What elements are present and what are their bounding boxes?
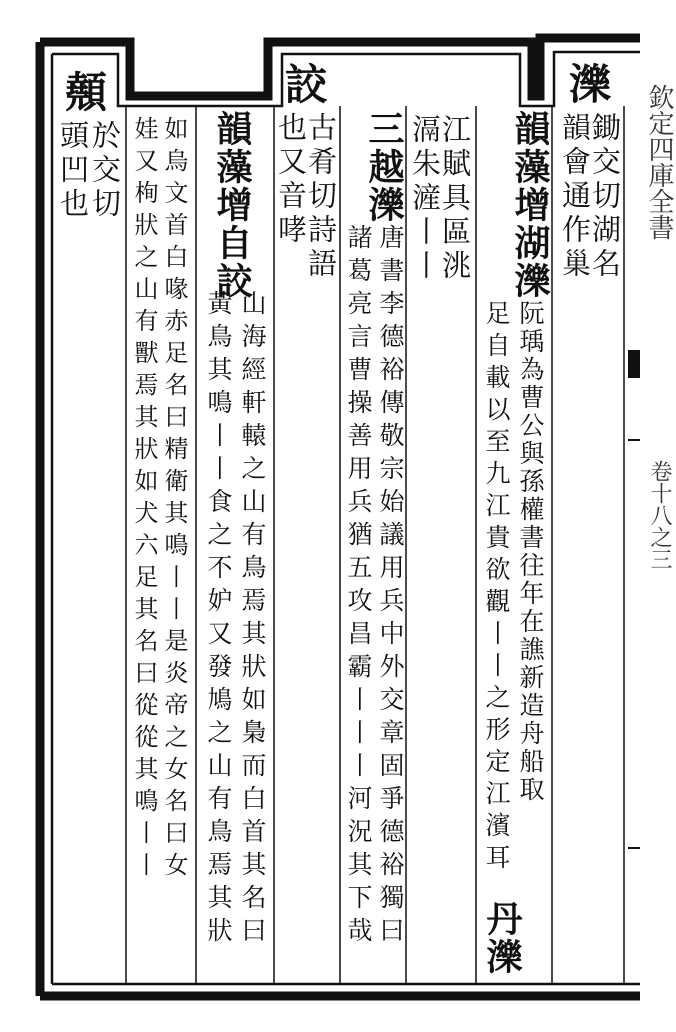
entry-xiao-col1: 古肴切詩語	[304, 112, 338, 282]
term-san-yue-zhuo: 三越濼	[363, 110, 405, 224]
entry-san-yue-col2: 諸葛亮言曹操善用兵猶五攻昌霸丨丨丨河況其下哉	[344, 224, 373, 950]
entry-zhuo-line2: 韻會通作巢	[558, 112, 592, 282]
edge-fragment-text: 欽定四庫全書	[644, 84, 674, 240]
entry-zhuo-line1: 鋤交切湖名	[588, 112, 622, 282]
entry-xiao-col2: 也又音哮	[274, 112, 308, 248]
entry-yao-col1: 於交切	[88, 120, 122, 222]
entry-jingwei-col1: 如烏文首白喙赤足名曰精衛其鳴丨丨是炎帝之女名曰女	[160, 116, 188, 884]
juan-label: 卷十八之三	[647, 460, 672, 570]
term-dan-zhuo: 丹濼	[481, 900, 523, 976]
entry-san-yue-col1: 唐書李德裕傳敬宗始議用兵中外交章固爭德裕獨曰	[376, 224, 405, 950]
headword-xiao: 詨	[279, 62, 328, 106]
outer-border	[40, 38, 640, 96]
entry-jiangfu-col1: 江賦具區洮	[438, 114, 472, 284]
term-zi-xiao: 韻藻增自詨	[211, 110, 253, 300]
term-hu-zhuo: 韻藻增湖濼	[509, 110, 551, 300]
entry-hu-zhuo-col2: 足自載以至九江貴欲觀丨丨之形定江濱耳	[482, 300, 511, 876]
entry-jiangfu-col2: 滆朱滻丨丨	[408, 114, 442, 284]
entry-zi-xiao-col2: 黃鳥其鳴丨丨食之不妒又發鳩之山有鳥焉其狀	[204, 290, 233, 950]
headword-yao: 顤	[59, 70, 108, 114]
headword-zhuo: 濼	[563, 62, 612, 106]
entry-jingwei-col2: 娃又栒狀之山有獸焉其狀如犬六足其名曰從從其鳴丨丨	[130, 116, 158, 884]
entry-yao-col2: 頭凹也	[56, 120, 90, 222]
entry-hu-zhuo-col1: 阮瑀為曹公與孫權書往年在譙新造舟船取	[516, 300, 545, 804]
entry-zi-xiao-col1: 山海經軒轅之山有鳥焉其狀如梟而白首其名曰	[238, 290, 267, 950]
